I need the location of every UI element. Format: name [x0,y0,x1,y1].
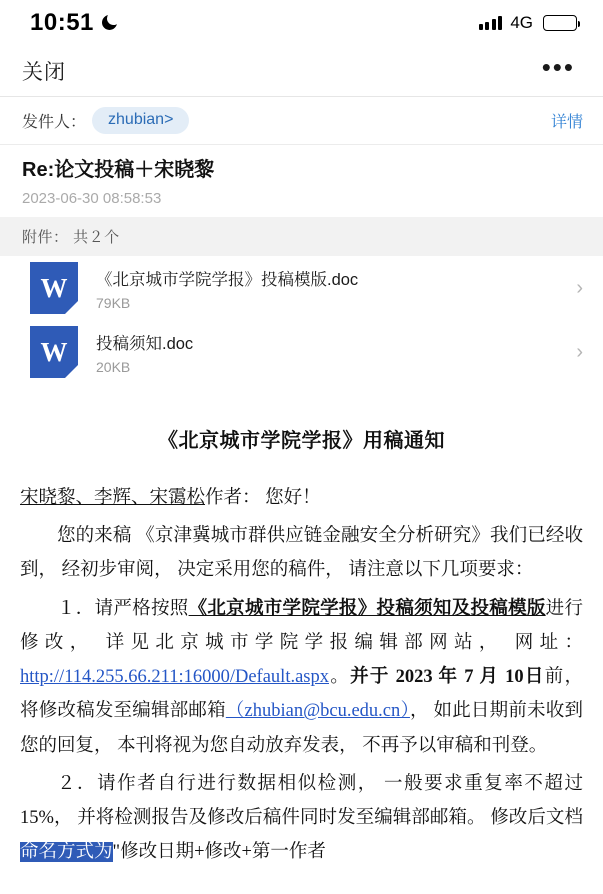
salutation-rest: 作者： 您好！ [205,488,321,508]
attachment-meta [96,266,566,311]
sender-row [0,96,603,145]
item1-text-a: 请严格按照 [94,598,189,619]
paragraph-item-2 [20,767,583,870]
attachment-name: 《北京城市学院学报》投稿模版.doc [96,270,359,289]
network-type-label: 4G [510,13,533,32]
paragraph-intro: 您的来稿 《京津冀城市群供应链金融安全分析研究》我们已经收到， 经初步审阅， 决定采用您的稿件， 请注意以下几项要求： [20,526,583,581]
sender-chip[interactable]: zhubian> [92,107,189,134]
recipient-names: 宋晓黎、李辉、宋霭松 [20,488,206,508]
signal-bars-icon [479,16,503,30]
crescent-moon-icon [102,15,118,31]
status-bar [0,0,603,46]
submission-guidelines-link[interactable]: 《北京城市学院学报》投稿须知及投稿模版 [188,598,546,619]
email-subject: Re:论文投稿＋宋晓黎 [22,159,215,181]
email-datetime: 2023-06-30 08:58:53 [22,190,162,207]
email-body [0,384,603,869]
word-doc-icon: W [30,262,78,314]
journal-website-url[interactable]: http://114.255.66.211:16000/Default.aspx [20,667,329,688]
item1-number: １． [57,598,95,619]
item1-text-c: 。 [329,667,351,688]
paragraph-item-1 [20,592,583,763]
item1-text-b: 进行修改， 详见北京城市学院学报编辑部网站， 网址： [20,598,583,653]
status-bar-left [30,9,118,37]
document-title: 《北京城市学院学报》用稿通知 [158,430,445,452]
attachment-meta [96,330,566,375]
attachment-name: 投稿须知.doc [96,334,194,353]
item1-text-d: 前， 将修改稿发至编辑部邮箱 [20,667,583,722]
more-options-icon[interactable]: ••• [541,52,575,82]
close-button[interactable]: 关闭 [22,61,66,84]
salutation-line [20,481,583,515]
list-item[interactable] [0,320,603,384]
status-time: 10:51 [30,9,94,36]
word-doc-icon: W [30,326,78,378]
item2-text-a: 请作者自行进行数据相似检测， 一般要求重复率不超过15%， 并将检测报告及修改后稿件同时发至编辑部邮箱。 修改后文档 [20,773,583,828]
attachment-size: 20KB [96,358,131,375]
sender-label: 发件人： [22,114,87,131]
attachments-list [0,256,603,384]
chevron-right-icon[interactable]: › [576,340,583,363]
status-bar-right [479,13,577,33]
item2-text-b: "修改日期+修改+第一作者 [112,842,326,863]
selected-text: 命名方式为 [20,842,113,863]
item1-text-e: ， 如此日期前未收到您的回复， 本刊将视为您自动放弃发表， 不再予以审稿和刊登。 [20,701,583,756]
list-item[interactable] [0,256,603,320]
attachment-size: 79KB [96,294,131,311]
item2-number: ２． [57,773,98,794]
editor-email[interactable]: （zhubian@bcu.edu.cn） [225,701,410,722]
deadline-text: 并于 2023 年 7 月 10日 [350,667,545,688]
chevron-right-icon[interactable]: › [576,276,583,299]
subject-block [0,145,603,217]
battery-icon [543,15,577,31]
navigation-bar [0,46,603,96]
attachments-header: 附件： 共２个 [0,217,603,256]
details-link[interactable]: 详情 [550,114,583,131]
